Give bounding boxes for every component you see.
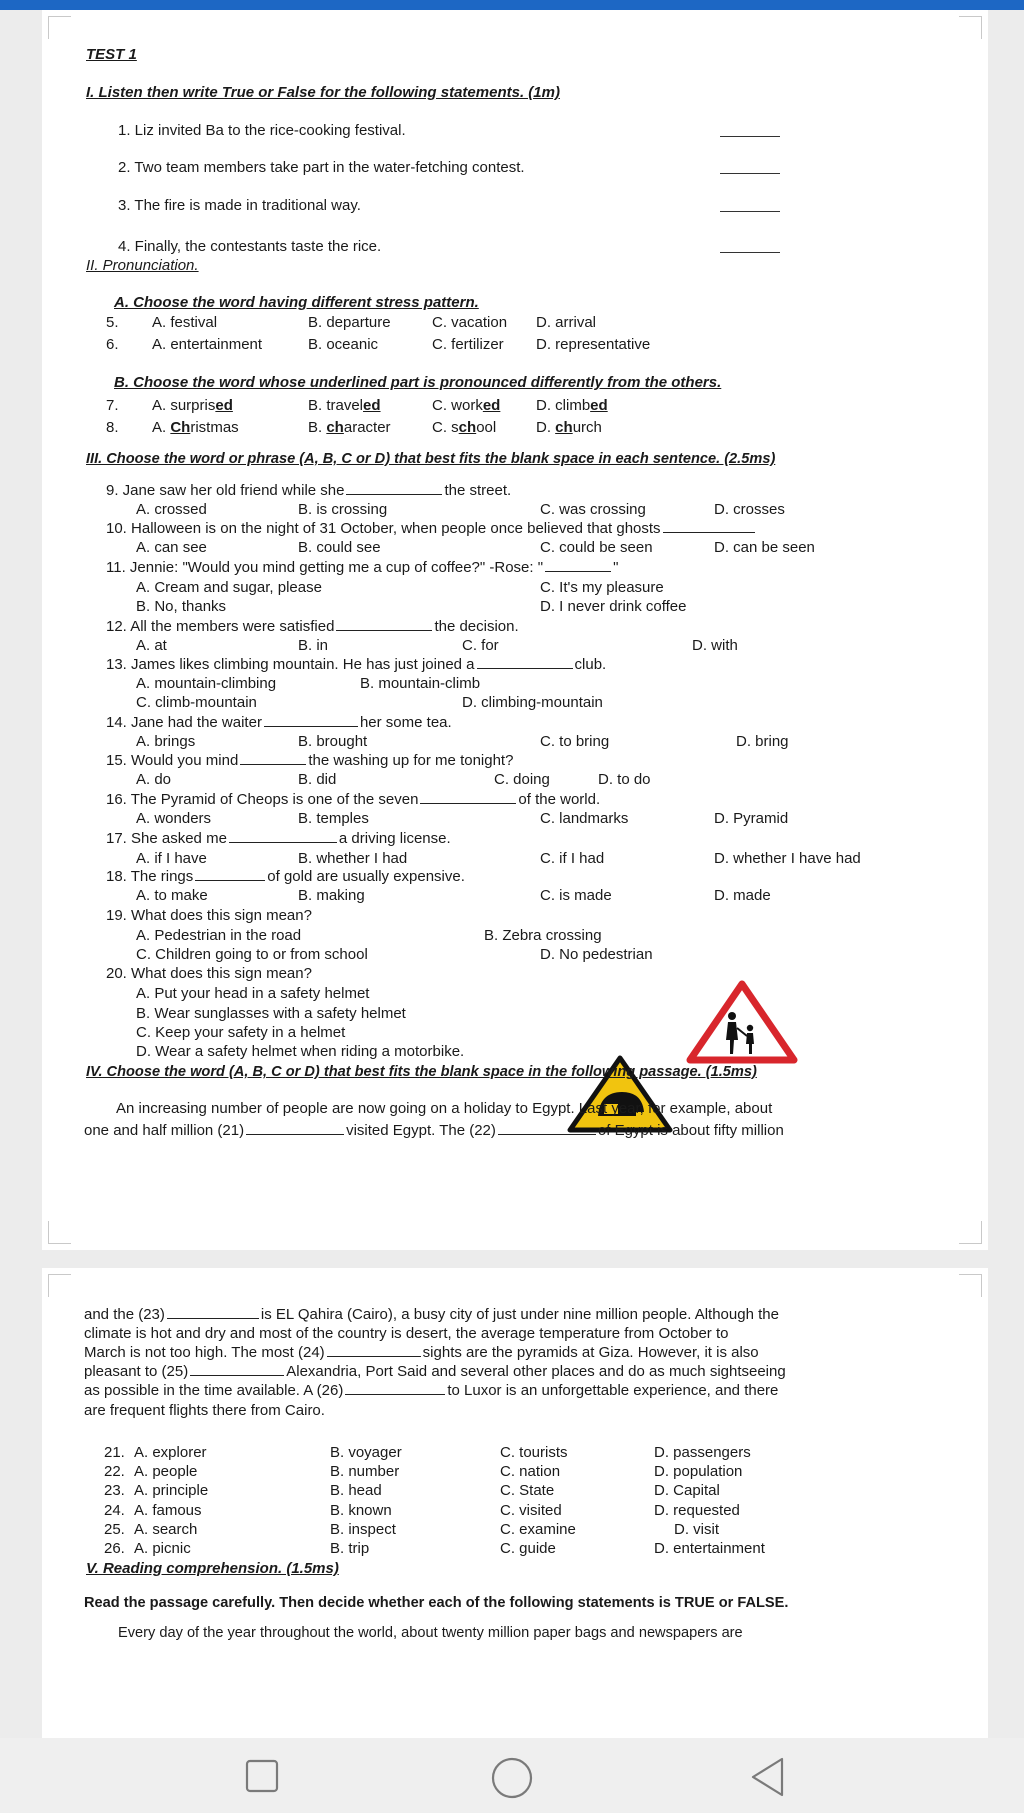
option-b: B. voyager: [330, 1444, 402, 1461]
passage-line: as possible in the time available. A (26) to Luxor is an unforgettable experience, and there: [84, 1382, 779, 1399]
option-a: A. brings: [136, 733, 196, 750]
option-b: B. mountain-climb: [360, 675, 481, 692]
passage-line: and the (23) is EL Qahira (Cairo), a busy city of just under nine million people. Although the: [84, 1306, 779, 1323]
passage-line: climate is hot and dry and most of the country is desert, the average temperature from October to: [84, 1325, 729, 1342]
option-d: D. Pyramid: [714, 810, 789, 827]
option-c: C. worked: [432, 397, 501, 414]
answer-line: [720, 211, 780, 212]
question-number: 21.: [104, 1444, 125, 1461]
option-c: C. It's my pleasure: [540, 579, 664, 596]
option-a: A. if I have: [136, 850, 207, 867]
navigation-bar: [0, 1738, 1024, 1813]
option-d: D. Capital: [654, 1482, 720, 1499]
option-d: D. climbing-mountain: [462, 694, 603, 711]
option-b: B. traveled: [308, 397, 381, 414]
question-number: 25.: [104, 1521, 125, 1538]
passage-line: pleasant to (25) Alexandria, Port Said and several other places and do as much sightseeing: [84, 1363, 786, 1380]
option-c: C. doing: [494, 771, 550, 788]
option-b: B. character: [308, 419, 391, 436]
recent-apps-icon[interactable]: [244, 1758, 280, 1794]
question-number: 6.: [106, 336, 119, 353]
question-number: 23.: [104, 1482, 125, 1499]
option-d: D. requested: [654, 1502, 740, 1519]
option-b: B. brought: [298, 733, 368, 750]
page-corner-mark: [959, 1221, 982, 1244]
option-b: B. inspect: [330, 1521, 396, 1538]
option-a: A. do: [136, 771, 172, 788]
option-d: D. bring: [736, 733, 789, 750]
question-number: 8.: [106, 419, 119, 436]
question-number: 24.: [104, 1502, 125, 1519]
option-d: D. made: [714, 887, 771, 904]
option-d: D. to do: [598, 771, 651, 788]
option-d: D. population: [654, 1463, 743, 1480]
question-10: 10. Halloween is on the night of 31 October, when people once believed that ghosts: [106, 520, 757, 538]
option-c: C. if I had: [540, 850, 605, 867]
option-b: B. departure: [308, 314, 391, 331]
document-page-2: [42, 1268, 988, 1738]
option-c: C. landmarks: [540, 810, 629, 827]
option-a: A. explorer: [134, 1444, 207, 1461]
option-c: C. school: [432, 419, 497, 436]
question-19: 19. What does this sign mean?: [106, 907, 312, 924]
option-d: D. arrival: [536, 314, 597, 331]
page-corner-mark: [48, 1221, 71, 1244]
page-corner-mark: [959, 16, 982, 39]
question-11: 11. Jennie: "Would you mind getting me a cup of coffee?" -Rose: " ": [106, 559, 619, 576]
listen-item: 1. Liz invited Ba to the rice-cooking festival.: [118, 122, 406, 139]
option-c: C. vacation: [432, 314, 508, 331]
option-b: B. making: [298, 887, 365, 904]
option-b: B. Zebra crossing: [484, 927, 602, 944]
option-d: D. crosses: [714, 501, 785, 518]
passage-line: one and half million (21) visited Egypt. The (22) of Egypt is about fifty million: [84, 1122, 784, 1139]
option-b: B. Wear sunglasses with a safety helmet: [136, 1005, 406, 1022]
option-d: D. I never drink coffee: [540, 598, 687, 615]
option-c: C. climb-mountain: [136, 694, 257, 711]
option-c: C. examine: [500, 1521, 576, 1538]
section-2-heading: II. Pronunciation.: [86, 257, 199, 274]
option-c: C. is made: [540, 887, 612, 904]
passage-line: March is not too high. The most (24) sights are the pyramids at Giza. However, it is also: [84, 1344, 759, 1361]
question-12: 12. All the members were satisfied the decision.: [106, 618, 519, 635]
option-b: B. known: [330, 1502, 392, 1519]
question-16: 16. The Pyramid of Cheops is one of the seven of the world.: [106, 791, 601, 808]
option-b: B. could see: [298, 539, 381, 556]
section-1-heading: I. Listen then write True or False for the following statements. (1m): [86, 84, 560, 101]
listen-item: 3. The fire is made in traditional way.: [118, 197, 361, 214]
test-title: TEST 1: [86, 46, 137, 63]
reading-instruction: Read the passage carefully. Then decide whether each of the following statements is TRUE or FALSE.: [84, 1595, 789, 1611]
option-a: A. famous: [134, 1502, 202, 1519]
page-corner-mark: [48, 16, 71, 39]
option-a: A. picnic: [134, 1540, 191, 1557]
option-d: D. representative: [536, 336, 651, 353]
option-a: A. principle: [134, 1482, 209, 1499]
question-18: 18. The rings of gold are usually expensive.: [106, 868, 465, 885]
option-b: B. did: [298, 771, 337, 788]
option-d: D. passengers: [654, 1444, 751, 1461]
option-a: A. entertainment: [152, 336, 263, 353]
option-d: D. visit: [674, 1521, 719, 1538]
home-icon[interactable]: [490, 1756, 534, 1800]
option-d: D. Wear a safety helmet when riding a motorbike.: [136, 1043, 465, 1060]
part-b-heading: B. Choose the word whose underlined part is pronounced differently from the others.: [114, 374, 722, 391]
option-c: C. guide: [500, 1540, 556, 1557]
question-number: 22.: [104, 1463, 125, 1480]
option-d: D. climbed: [536, 397, 608, 414]
option-b: B. number: [330, 1463, 400, 1480]
option-c: C. visited: [500, 1502, 562, 1519]
option-b: B. temples: [298, 810, 369, 827]
page-corner-mark: [959, 1274, 982, 1297]
option-b: B. whether I had: [298, 850, 408, 867]
option-a: A. Pedestrian in the road: [136, 927, 302, 944]
option-c: C. nation: [500, 1463, 561, 1480]
option-d: D. No pedestrian: [540, 946, 653, 963]
status-bar: [0, 0, 1024, 10]
option-d: D. can be seen: [714, 539, 815, 556]
option-a: A. surprised: [152, 397, 233, 414]
option-a: A. crossed: [136, 501, 207, 518]
option-b: B. No, thanks: [136, 598, 227, 615]
option-b: B. head: [330, 1482, 382, 1499]
part-a-heading: A. Choose the word having different stress pattern.: [114, 294, 479, 311]
question-14: 14. Jane had the waiter her some tea.: [106, 714, 452, 731]
question-17: 17. She asked me a driving license.: [106, 830, 451, 847]
option-a: A. search: [134, 1521, 198, 1538]
option-a: A. wonders: [136, 810, 212, 827]
question-15: 15. Would you mind the washing up for me tonight?: [106, 752, 514, 769]
answer-line: [720, 252, 780, 253]
option-a: A. mountain-climbing: [136, 675, 277, 692]
option-b: B. in: [298, 637, 329, 654]
section-5-heading: V. Reading comprehension. (1.5ms): [86, 1560, 339, 1577]
option-c: C. to bring: [540, 733, 610, 750]
option-a: A. Christmas: [152, 419, 239, 436]
reading-passage: Every day of the year throughout the world, about twenty million paper bags and newspapers are: [118, 1625, 743, 1641]
option-a: A. festival: [152, 314, 218, 331]
passage-line: are frequent flights there from Cairo.: [84, 1402, 325, 1419]
option-c: C. Keep your safety in a helmet: [136, 1024, 346, 1041]
listen-item: 4. Finally, the contestants taste the rice.: [118, 238, 382, 255]
question-number: 7.: [106, 397, 119, 414]
option-c: C. Children going to or from school: [136, 946, 368, 963]
option-c: C. tourists: [500, 1444, 568, 1461]
question-number: 26.: [104, 1540, 125, 1557]
option-d: D. entertainment: [654, 1540, 765, 1557]
option-b: B. is crossing: [298, 501, 388, 518]
option-a: A. to make: [136, 887, 208, 904]
listen-item: 2. Two team members take part in the water-fetching contest.: [118, 159, 525, 176]
option-a: A. people: [134, 1463, 198, 1480]
option-a: A. Cream and sugar, please: [136, 579, 322, 596]
option-a: A. at: [136, 637, 167, 654]
option-d: D. with: [692, 637, 738, 654]
option-a: A. can see: [136, 539, 207, 556]
question-13: 13. James likes climbing mountain. He has just joined a club.: [106, 656, 607, 673]
page-corner-mark: [48, 1274, 71, 1297]
option-c: C. fertilizer: [432, 336, 504, 353]
section-3-heading: III. Choose the word or phrase (A, B, C or D) that best fits the blank space in each sentence. (2.5ms): [86, 451, 776, 467]
option-c: C. State: [500, 1482, 555, 1499]
question-20: 20. What does this sign mean?: [106, 965, 312, 982]
back-icon[interactable]: [748, 1756, 788, 1798]
document-page-1: [42, 10, 988, 1250]
answer-line: [720, 173, 780, 174]
option-c: C. was crossing: [540, 501, 646, 518]
option-d: D. church: [536, 419, 602, 436]
section-4-heading: IV. Choose the word (A, B, C or D) that best fits the blank space in the following passage. (1.5ms): [86, 1064, 757, 1080]
question-number: 5.: [106, 314, 119, 331]
option-d: D. whether I have had: [714, 850, 861, 867]
pedestrian-warning-sign-icon: [684, 978, 800, 1066]
option-a: A. Put your head in a safety helmet: [136, 985, 370, 1002]
option-c: C. could be seen: [540, 539, 653, 556]
option-b: B. oceanic: [308, 336, 379, 353]
option-b: B. trip: [330, 1540, 370, 1557]
option-c: C. for: [462, 637, 499, 654]
question-9: 9. Jane saw her old friend while she the street.: [106, 482, 512, 499]
passage-line: An increasing number of people are now going on a holiday to Egypt. Last year, for example, about: [116, 1100, 773, 1117]
answer-line: [720, 136, 780, 137]
